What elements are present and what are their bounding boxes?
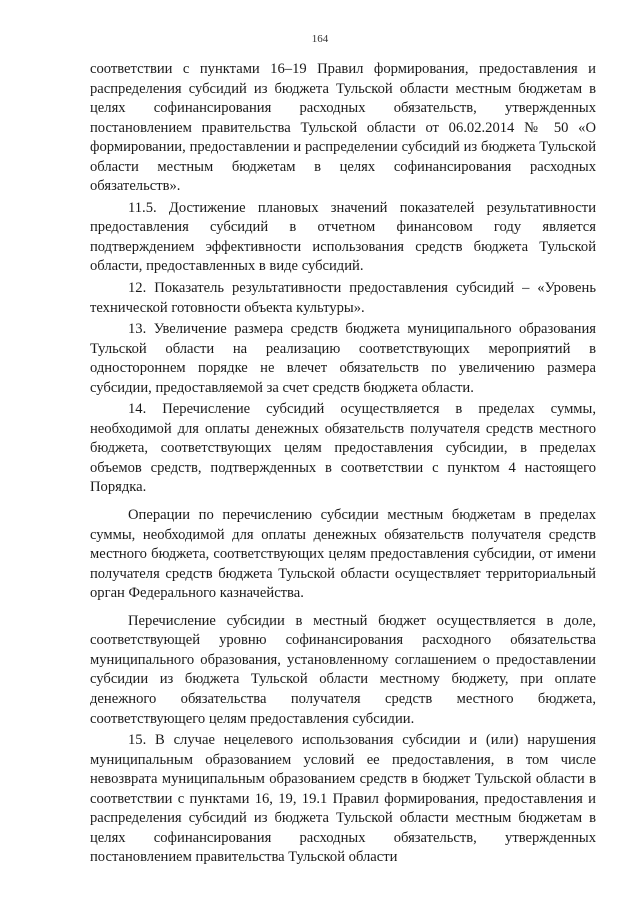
document-body — [90, 60, 596, 868]
paragraph-14: 14. Перечисление субсидий осуществляется в пределах суммы, необходимой для оплаты денежных обязательств получателя средств местного бюджета, соответствующих целям предоставления субсидии, в пределах объемов средств, подтвержденных в соответствии с пунктом 4 настоящего Порядка. — [90, 401, 596, 496]
paragraph-operations: Операции по перечислению субсидии местным бюджетам в пределах суммы, необходимой для оплаты денежных обязательств получателя средств местного бюджета, соответствующих целям предоставления субсидии, от имени получателя средств бюджета Тульской области осуществляет территориальный орган Федерального казначейства. — [90, 507, 596, 602]
paragraph-12: 12. Показатель результативности предоставления субсидий – «Уровень технической готовности объекта культуры». — [90, 280, 596, 316]
paragraph-11-5: 11.5. Достижение плановых значений показателей результативности предоставления субсидий в отчетном финансовом году является подтверждением эффективности использования средств бюджета Тульской области, предоставленных в виде субсидий. — [90, 199, 596, 275]
page-number: 164 — [311, 33, 329, 45]
paragraph-continuation: соответствии с пунктами 16–19 Правил формирования, предоставления и распределения субсидий из бюджета Тульской области местным бюджетам в целях софинансирования расходных обязательств, утвержденных постановлением правительства Тульской области от 06.02.2014 № 50 «О формировании, предоставлении и распределении субсидий из бюджета Тульской области местным бюджетам в целях софинансирования расходных обязательств». — [90, 61, 596, 195]
paragraph-13: 13. Увеличение размера средств бюджета муниципального образования Тульской области на реализацию соответствующих мероприятий в одностороннем порядке не влечет обязательств по увеличению размера субсидии, предоставляемой за счет средств бюджета области. — [90, 321, 596, 396]
paragraph-transfer: Перечисление субсидии в местный бюджет осуществляется в доле, соответствующей уровню софинансирования расходного обязательства муниципального образования, установленному соглашением о предоставлении субсидии из бюджета Тульской области местному бюджету, при оплате денежного обязательства получателя средств местного бюджета, соответствующего целям предоставления субсидии. — [90, 612, 596, 727]
paragraph-15: 15. В случае нецелевого использования субсидии и (или) нарушения муниципальным образованием условий ее предоставления, в том числе невозврата муниципальным образованием средств в бюджет Тульской области в соответствии с пунктами 16, 19, 19.1 Правил формирования, предоставления и распределения субсидий из бюджета Тульской области местным бюджетам в целях софинансирования расходных обязательств, утвержденных постановлением правительства Тульской области — [90, 732, 596, 866]
